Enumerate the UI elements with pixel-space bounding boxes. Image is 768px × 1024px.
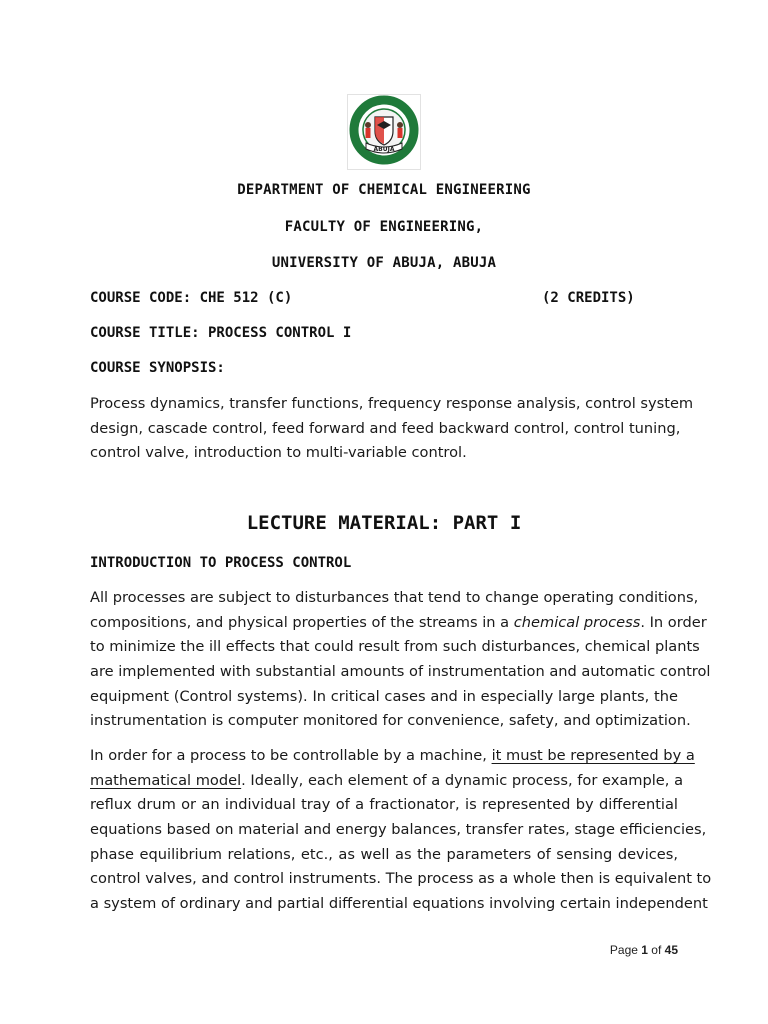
course-credits: (2 CREDITS) xyxy=(542,290,635,306)
text-run: In order for a process to be controllable by a machine, xyxy=(90,747,492,764)
synopsis-line: control valve, introduction to multi-variable control. xyxy=(90,444,467,462)
paragraph-line: phase equilibrium relations, etc., as well as the parameters of sensing devices, xyxy=(90,845,678,863)
course-synopsis-text xyxy=(90,392,694,466)
underlined-text: mathematical model xyxy=(90,771,242,789)
paragraph-line: to minimize the ill effects that could result from such disturbances, chemical plants xyxy=(90,638,700,656)
page-number-prefix: Page xyxy=(609,943,642,957)
university-heading: UNIVERSITY OF ABUJA, ABUJA xyxy=(271,255,497,271)
paragraph-line: All processes are subject to disturbances that tend to change operating conditions, xyxy=(90,589,699,606)
page-number xyxy=(610,943,678,957)
text-run: . Ideally, each element of a dynamic process, for example, a xyxy=(241,771,684,789)
page-number-current: 1 xyxy=(641,943,648,957)
paragraph-line xyxy=(90,611,707,636)
synopsis-line: Process dynamics, transfer functions, frequency response analysis, control system xyxy=(90,395,694,412)
text-run: compositions, and physical properties of the streams in a xyxy=(90,613,514,631)
section-heading: INTRODUCTION TO PROCESS CONTROL xyxy=(90,555,352,571)
italic-term: chemical process xyxy=(513,613,641,631)
course-title: COURSE TITLE: PROCESS CONTROL I xyxy=(90,325,352,341)
intro-paragraph-1 xyxy=(90,586,711,734)
department-heading: DEPARTMENT OF CHEMICAL ENGINEERING xyxy=(237,182,531,198)
text-run: . In order xyxy=(640,613,707,631)
paragraph-line: a system of ordinary and partial differential equations involving certain independent xyxy=(90,895,708,913)
university-seal-icon xyxy=(348,95,420,169)
paragraph-line xyxy=(90,769,684,794)
faculty-heading: FACULTY OF ENGINEERING, xyxy=(284,219,484,235)
course-code: COURSE CODE: CHE 512 (C) xyxy=(90,290,293,306)
page-number-total: 45 xyxy=(664,943,678,957)
logo-banner-text: ABUJA xyxy=(373,146,395,153)
paragraph-line: are implemented with substantial amounts of instrumentation and automatic control xyxy=(90,663,711,681)
paragraph-line: instrumentation is computer monitored for convenience, safety, and optimization. xyxy=(90,712,691,730)
intro-paragraph-2 xyxy=(90,744,712,917)
synopsis-line: design, cascade control, feed forward and feed backward control, control tuning, xyxy=(90,419,681,437)
lecture-title: LECTURE MATERIAL: PART I xyxy=(246,512,522,534)
page-number-of: of xyxy=(647,943,665,957)
paragraph-line xyxy=(90,744,695,769)
paragraph-line: equations based on material and energy balances, transfer rates, stage efficiencies, xyxy=(90,821,707,839)
underlined-text: it must be represented by a xyxy=(491,747,695,764)
paragraph-line: equipment (Control systems). In critical cases and in especially large plants, the xyxy=(90,687,678,705)
paragraph-line: control valves, and control instruments. The process as a whole then is equivalent to xyxy=(90,870,712,888)
university-logo xyxy=(347,94,421,170)
paragraph-line: reflux drum or an individual tray of a fractionator, is represented by differential xyxy=(90,796,678,814)
course-synopsis-heading: COURSE SYNOPSIS: xyxy=(90,360,225,376)
